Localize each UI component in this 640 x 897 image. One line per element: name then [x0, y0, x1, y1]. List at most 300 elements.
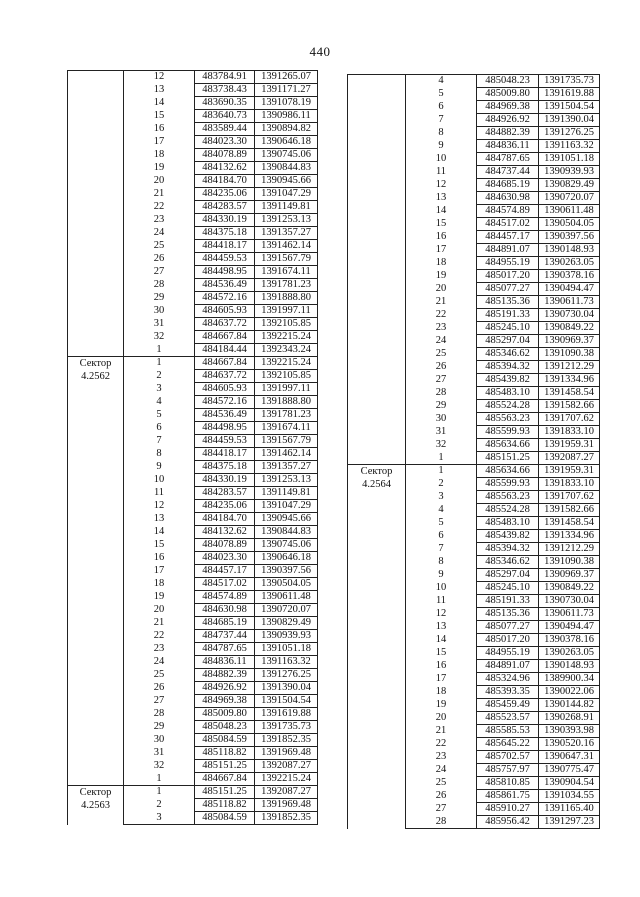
x-coordinate: 485439.82: [477, 530, 539, 543]
y-coordinate: 1390745.06: [255, 149, 318, 162]
y-coordinate: 1390849.22: [539, 582, 600, 595]
y-coordinate: 1391163.32: [539, 140, 600, 153]
point-number: 12: [406, 179, 477, 192]
x-coordinate: 485393.35: [477, 686, 539, 699]
y-coordinate: 1391619.88: [255, 708, 318, 721]
x-coordinate: 485048.23: [477, 75, 539, 88]
y-coordinate: 1390397.56: [539, 231, 600, 244]
x-coordinate: 485599.93: [477, 478, 539, 491]
y-coordinate: 1391149.81: [255, 487, 318, 500]
y-coordinate: 1392215.24: [255, 357, 318, 370]
y-coordinate: 1391959.31: [539, 439, 600, 452]
point-number: 31: [406, 426, 477, 439]
point-number: 8: [406, 556, 477, 569]
sector-label: [348, 75, 406, 465]
point-number: 7: [124, 435, 195, 448]
point-number: 18: [406, 686, 477, 699]
y-coordinate: 1390945.66: [255, 513, 318, 526]
x-coordinate: 485394.32: [477, 543, 539, 556]
x-coordinate: 484630.98: [195, 604, 255, 617]
left-coordinates-table: [67, 70, 318, 825]
y-coordinate: 1390647.31: [539, 751, 600, 764]
y-coordinate: 1391078.19: [255, 97, 318, 110]
point-number: 7: [406, 114, 477, 127]
point-number: 4: [124, 396, 195, 409]
y-coordinate: 1390148.93: [539, 660, 600, 673]
x-coordinate: 485585.53: [477, 725, 539, 738]
y-coordinate: 1390504.05: [539, 218, 600, 231]
y-coordinate: 1391969.48: [255, 747, 318, 760]
sector-number: 4.2562: [81, 371, 110, 382]
y-coordinate: 1390494.47: [539, 621, 600, 634]
point-number: 20: [406, 283, 477, 296]
y-coordinate: 1391674.11: [255, 422, 318, 435]
x-coordinate: 484737.44: [195, 630, 255, 643]
y-coordinate: 1390611.73: [539, 608, 600, 621]
x-coordinate: 484459.53: [195, 435, 255, 448]
x-coordinate: 484667.84: [195, 357, 255, 370]
x-coordinate: 483589.44: [195, 123, 255, 136]
y-coordinate: 1390268.91: [539, 712, 600, 725]
x-coordinate: 484283.57: [195, 487, 255, 500]
point-number: 23: [124, 643, 195, 656]
x-coordinate: 485118.82: [195, 799, 255, 812]
point-number: 15: [406, 218, 477, 231]
point-number: 21: [124, 617, 195, 630]
point-number: 1: [406, 465, 477, 478]
point-number: 1: [124, 344, 195, 357]
x-coordinate: 485483.10: [477, 517, 539, 530]
point-number: 11: [124, 487, 195, 500]
point-number: 20: [124, 175, 195, 188]
y-coordinate: 1390378.16: [539, 270, 600, 283]
y-coordinate: 1391852.35: [255, 812, 318, 825]
y-coordinate: 1391253.13: [255, 214, 318, 227]
sector-label: [348, 465, 406, 829]
point-number: 10: [406, 582, 477, 595]
x-coordinate: 484184.70: [195, 175, 255, 188]
point-number: 16: [124, 552, 195, 565]
y-coordinate: 1390894.82: [255, 123, 318, 136]
x-coordinate: 485483.10: [477, 387, 539, 400]
x-coordinate: 484836.11: [477, 140, 539, 153]
x-coordinate: 484517.02: [195, 578, 255, 591]
point-number: 17: [406, 244, 477, 257]
point-number: 25: [406, 348, 477, 361]
y-coordinate: 1390611.48: [255, 591, 318, 604]
y-coordinate: 1391212.29: [539, 543, 600, 556]
x-coordinate: 485151.25: [195, 760, 255, 773]
x-coordinate: 484235.06: [195, 188, 255, 201]
y-coordinate: 1392087.27: [255, 786, 318, 799]
x-coordinate: 485017.20: [477, 634, 539, 647]
x-coordinate: 485297.04: [477, 335, 539, 348]
x-coordinate: 485702.57: [477, 751, 539, 764]
x-coordinate: 485459.49: [477, 699, 539, 712]
point-number: 2: [124, 370, 195, 383]
y-coordinate: 1391619.88: [539, 88, 600, 101]
y-coordinate: 1392343.24: [255, 344, 318, 357]
point-number: 28: [124, 708, 195, 721]
sector-word: Сектор: [79, 787, 112, 798]
point-number: 11: [406, 595, 477, 608]
y-coordinate: 1390844.83: [255, 526, 318, 539]
x-coordinate: 485084.59: [195, 734, 255, 747]
x-coordinate: 485151.25: [195, 786, 255, 799]
page-number: 440: [309, 44, 331, 59]
x-coordinate: 485151.25: [477, 452, 539, 465]
y-coordinate: 1390646.18: [255, 136, 318, 149]
point-number: 14: [124, 526, 195, 539]
y-coordinate: 1390939.93: [539, 166, 600, 179]
point-number: 29: [124, 721, 195, 734]
x-coordinate: 485077.27: [477, 621, 539, 634]
y-coordinate: 1391051.18: [255, 643, 318, 656]
point-number: 13: [124, 513, 195, 526]
point-number: 26: [124, 682, 195, 695]
y-coordinate: 1391707.62: [539, 413, 600, 426]
x-coordinate: 483738.43: [195, 84, 255, 97]
point-number: 2: [124, 799, 195, 812]
x-coordinate: 484637.72: [195, 318, 255, 331]
y-coordinate: 1391582.66: [539, 400, 600, 413]
point-number: 26: [124, 253, 195, 266]
point-number: 5: [406, 517, 477, 530]
sector-label: [68, 357, 124, 786]
y-coordinate: 1390829.49: [539, 179, 600, 192]
point-number: 12: [124, 71, 195, 84]
sector-word: Сектор: [360, 466, 393, 477]
point-number: 15: [124, 539, 195, 552]
point-number: 5: [406, 88, 477, 101]
x-coordinate: 485524.28: [477, 400, 539, 413]
point-number: 3: [124, 812, 195, 825]
point-number: 25: [124, 669, 195, 682]
y-coordinate: 1391390.04: [539, 114, 600, 127]
x-coordinate: 485599.93: [477, 426, 539, 439]
x-coordinate: 485910.27: [477, 803, 539, 816]
y-coordinate: 1390611.48: [539, 205, 600, 218]
x-coordinate: 484605.93: [195, 383, 255, 396]
x-coordinate: 484023.30: [195, 552, 255, 565]
x-coordinate: 485439.82: [477, 374, 539, 387]
sector-label: [68, 71, 124, 357]
y-coordinate: 1390939.93: [255, 630, 318, 643]
point-number: 10: [124, 474, 195, 487]
point-number: 24: [406, 335, 477, 348]
y-coordinate: 1391090.38: [539, 348, 600, 361]
y-coordinate: 1392105.85: [255, 370, 318, 383]
x-coordinate: 485245.10: [477, 322, 539, 335]
y-coordinate: 1391051.18: [539, 153, 600, 166]
x-coordinate: 484891.07: [477, 244, 539, 257]
point-number: 17: [406, 673, 477, 686]
x-coordinate: 484132.62: [195, 162, 255, 175]
point-number: 32: [406, 439, 477, 452]
x-coordinate: 484375.18: [195, 461, 255, 474]
point-number: 32: [124, 760, 195, 773]
x-coordinate: 484787.65: [477, 153, 539, 166]
point-number: 22: [406, 738, 477, 751]
y-coordinate: 1391997.11: [255, 305, 318, 318]
point-number: 31: [124, 747, 195, 760]
x-coordinate: 484737.44: [477, 166, 539, 179]
point-number: 11: [406, 166, 477, 179]
y-coordinate: 1391833.10: [539, 478, 600, 491]
point-number: 28: [124, 279, 195, 292]
point-number: 28: [406, 816, 477, 829]
x-coordinate: 484375.18: [195, 227, 255, 240]
point-number: 10: [406, 153, 477, 166]
y-coordinate: 1391212.29: [539, 361, 600, 374]
x-coordinate: 484969.38: [477, 101, 539, 114]
point-number: 23: [406, 322, 477, 335]
point-number: 1: [406, 452, 477, 465]
y-coordinate: 1390022.06: [539, 686, 600, 699]
point-number: 14: [406, 634, 477, 647]
x-coordinate: 485324.96: [477, 673, 539, 686]
point-number: 4: [406, 75, 477, 88]
y-coordinate: 1390397.56: [255, 565, 318, 578]
y-coordinate: 1391047.29: [255, 500, 318, 513]
point-number: 28: [406, 387, 477, 400]
point-number: 13: [124, 84, 195, 97]
x-coordinate: 484630.98: [477, 192, 539, 205]
x-coordinate: 484418.17: [195, 448, 255, 461]
x-coordinate: 485135.36: [477, 608, 539, 621]
x-coordinate: 485346.62: [477, 348, 539, 361]
x-coordinate: 484572.16: [195, 292, 255, 305]
x-coordinate: 485524.28: [477, 504, 539, 517]
y-coordinate: 1391334.96: [539, 374, 600, 387]
y-coordinate: 1391888.80: [255, 396, 318, 409]
y-coordinate: 1390504.05: [255, 578, 318, 591]
x-coordinate: 484955.19: [477, 647, 539, 660]
x-coordinate: 484926.92: [477, 114, 539, 127]
y-coordinate: 1390494.47: [539, 283, 600, 296]
x-coordinate: 484457.17: [195, 565, 255, 578]
point-number: 27: [406, 803, 477, 816]
y-coordinate: 1390720.07: [255, 604, 318, 617]
point-number: 7: [406, 543, 477, 556]
y-coordinate: 1391888.80: [255, 292, 318, 305]
y-coordinate: 1390393.98: [539, 725, 600, 738]
y-coordinate: 1390775.47: [539, 764, 600, 777]
y-coordinate: 1391276.25: [539, 127, 600, 140]
sector-number: 4.2563: [81, 800, 110, 811]
y-coordinate: 1391458.54: [539, 517, 600, 530]
y-coordinate: 1391334.96: [539, 530, 600, 543]
y-coordinate: 1391567.79: [255, 253, 318, 266]
x-coordinate: 484235.06: [195, 500, 255, 513]
y-coordinate: 1391833.10: [539, 426, 600, 439]
y-coordinate: 1390829.49: [255, 617, 318, 630]
y-coordinate: 1390730.04: [539, 309, 600, 322]
y-coordinate: 1391997.11: [255, 383, 318, 396]
point-number: 9: [406, 140, 477, 153]
point-number: 17: [124, 136, 195, 149]
point-number: 19: [124, 162, 195, 175]
y-coordinate: 1392215.24: [255, 331, 318, 344]
table-row: [68, 71, 318, 84]
y-coordinate: 1390148.93: [539, 244, 600, 257]
point-number: 19: [406, 270, 477, 283]
point-number: 1: [124, 357, 195, 370]
x-coordinate: 484637.72: [195, 370, 255, 383]
x-coordinate: 485757.97: [477, 764, 539, 777]
x-coordinate: 484498.95: [195, 422, 255, 435]
y-coordinate: 1391090.38: [539, 556, 600, 569]
y-coordinate: 1391735.73: [539, 75, 600, 88]
right-coordinates-table: [347, 74, 600, 829]
point-number: 29: [124, 292, 195, 305]
point-number: 20: [124, 604, 195, 617]
x-coordinate: 484132.62: [195, 526, 255, 539]
y-coordinate: 1391781.23: [255, 279, 318, 292]
point-number: 22: [124, 630, 195, 643]
x-coordinate: 484459.53: [195, 253, 255, 266]
x-coordinate: 485009.80: [477, 88, 539, 101]
x-coordinate: 485645.22: [477, 738, 539, 751]
x-coordinate: 485861.75: [477, 790, 539, 803]
x-coordinate: 485191.33: [477, 595, 539, 608]
x-coordinate: 484536.49: [195, 279, 255, 292]
point-number: 24: [124, 227, 195, 240]
y-coordinate: 1391735.73: [255, 721, 318, 734]
x-coordinate: 485084.59: [195, 812, 255, 825]
point-number: 6: [406, 101, 477, 114]
y-coordinate: 1392215.24: [255, 773, 318, 786]
point-number: 22: [124, 201, 195, 214]
point-number: 15: [406, 647, 477, 660]
x-coordinate: 484891.07: [477, 660, 539, 673]
point-number: 30: [124, 734, 195, 747]
point-number: 16: [406, 660, 477, 673]
point-number: 19: [406, 699, 477, 712]
y-coordinate: 1390611.73: [539, 296, 600, 309]
table-row: [348, 465, 600, 478]
y-coordinate: 1391674.11: [255, 266, 318, 279]
x-coordinate: 485634.66: [477, 465, 539, 478]
y-coordinate: 1390844.83: [255, 162, 318, 175]
y-coordinate: 1390263.05: [539, 257, 600, 270]
y-coordinate: 1390520.16: [539, 738, 600, 751]
x-coordinate: 484457.17: [477, 231, 539, 244]
point-number: 9: [124, 461, 195, 474]
x-coordinate: 484184.70: [195, 513, 255, 526]
point-number: 24: [406, 764, 477, 777]
x-coordinate: 485048.23: [195, 721, 255, 734]
point-number: 6: [124, 422, 195, 435]
x-coordinate: 484882.39: [477, 127, 539, 140]
x-coordinate: 485523.57: [477, 712, 539, 725]
point-number: 16: [124, 123, 195, 136]
y-coordinate: 1391357.27: [255, 227, 318, 240]
y-coordinate: 1391149.81: [255, 201, 318, 214]
y-coordinate: 1390263.05: [539, 647, 600, 660]
point-number: 19: [124, 591, 195, 604]
point-number: 30: [124, 305, 195, 318]
x-coordinate: 484969.38: [195, 695, 255, 708]
sector-number: 4.2564: [362, 479, 391, 490]
x-coordinate: 483640.73: [195, 110, 255, 123]
y-coordinate: 1389900.34: [539, 673, 600, 686]
point-number: 3: [124, 383, 195, 396]
x-coordinate: 484536.49: [195, 409, 255, 422]
x-coordinate: 485009.80: [195, 708, 255, 721]
point-number: 14: [406, 205, 477, 218]
x-coordinate: 485017.20: [477, 270, 539, 283]
point-number: 21: [124, 188, 195, 201]
x-coordinate: 484184.44: [195, 344, 255, 357]
y-coordinate: 1391582.66: [539, 504, 600, 517]
y-coordinate: 1391462.14: [255, 240, 318, 253]
point-number: 2: [406, 478, 477, 491]
x-coordinate: 483784.91: [195, 71, 255, 84]
point-number: 23: [124, 214, 195, 227]
y-coordinate: 1391462.14: [255, 448, 318, 461]
x-coordinate: 484667.84: [195, 331, 255, 344]
point-number: 18: [406, 257, 477, 270]
point-number: 23: [406, 751, 477, 764]
x-coordinate: 484685.19: [477, 179, 539, 192]
x-coordinate: 484572.16: [195, 396, 255, 409]
y-coordinate: 1390144.82: [539, 699, 600, 712]
point-number: 30: [406, 413, 477, 426]
point-number: 6: [406, 530, 477, 543]
point-number: 21: [406, 296, 477, 309]
x-coordinate: 484685.19: [195, 617, 255, 630]
point-number: 17: [124, 565, 195, 578]
point-number: 22: [406, 309, 477, 322]
x-coordinate: 485297.04: [477, 569, 539, 582]
x-coordinate: 484330.19: [195, 214, 255, 227]
y-coordinate: 1391265.07: [255, 71, 318, 84]
point-number: 3: [406, 491, 477, 504]
point-number: 21: [406, 725, 477, 738]
x-coordinate: 485563.23: [477, 491, 539, 504]
y-coordinate: 1390969.37: [539, 335, 600, 348]
y-coordinate: 1390986.11: [255, 110, 318, 123]
x-coordinate: 484882.39: [195, 669, 255, 682]
x-coordinate: 485245.10: [477, 582, 539, 595]
x-coordinate: 485077.27: [477, 283, 539, 296]
point-number: 18: [124, 149, 195, 162]
point-number: 26: [406, 361, 477, 374]
x-coordinate: 484078.89: [195, 149, 255, 162]
y-coordinate: 1391297.23: [539, 816, 600, 829]
point-number: 31: [124, 318, 195, 331]
y-coordinate: 1391171.27: [255, 84, 318, 97]
x-coordinate: 483690.35: [195, 97, 255, 110]
y-coordinate: 1391034.55: [539, 790, 600, 803]
point-number: 1: [124, 786, 195, 799]
point-number: 12: [406, 608, 477, 621]
sector-word: Сектор: [79, 358, 112, 369]
y-coordinate: 1390904.54: [539, 777, 600, 790]
point-number: 25: [406, 777, 477, 790]
y-coordinate: 1391707.62: [539, 491, 600, 504]
point-number: 26: [406, 790, 477, 803]
x-coordinate: 484605.93: [195, 305, 255, 318]
table-row: [68, 357, 318, 370]
point-number: 18: [124, 578, 195, 591]
y-coordinate: 1390849.22: [539, 322, 600, 335]
x-coordinate: 485346.62: [477, 556, 539, 569]
x-coordinate: 484418.17: [195, 240, 255, 253]
point-number: 8: [406, 127, 477, 140]
y-coordinate: 1392087.27: [255, 760, 318, 773]
